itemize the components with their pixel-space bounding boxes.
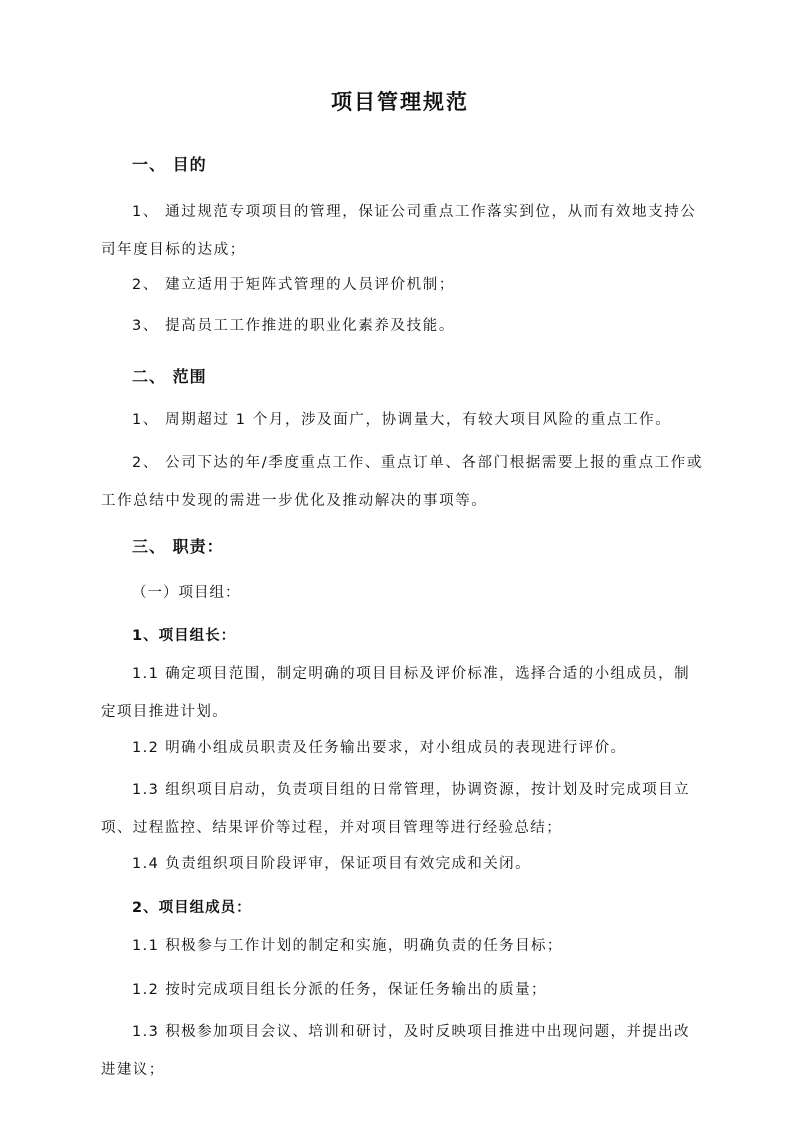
member-item-1-3: 1.3 积极参加项目会议、培训和研讨，及时反映项目推进中出现问题，并提出改进建议； bbox=[101, 1024, 690, 1078]
purpose-item-3: 3、 提高员工工作推进的职业化素养及技能。 bbox=[132, 318, 455, 334]
leader-label: 1、项目组长： bbox=[132, 628, 237, 644]
section-heading-scope: 二、 范围 bbox=[132, 367, 207, 386]
purpose-item-1: 1、 通过规范专项项目的管理，保证公司重点工作落实到位，从而有效地支持公司年度目标的达成； bbox=[101, 204, 697, 258]
group-label: （一）项目组： bbox=[132, 585, 241, 601]
member-label: 2、项目组成员： bbox=[132, 900, 252, 916]
purpose-item-2: 2、 建立适用于矩阵式管理的人员评价机制； bbox=[132, 277, 455, 293]
member-item-1-1: 1.1 积极参与工作计划的制定和实施，明确负责的任务目标； bbox=[132, 938, 563, 954]
scope-item-1: 1、 周期超过 1 个月，涉及面广，协调量大，有较大项目风险的重点工作。 bbox=[132, 412, 672, 428]
page-title: 项目管理规范 bbox=[331, 90, 469, 114]
member-item-1-2: 1.2 按时完成项目组长分派的任务，保证任务输出的质量； bbox=[132, 982, 547, 998]
leader-item-1-4: 1.4 负责组织项目阶段评审，保证项目有效完成和关闭。 bbox=[132, 856, 531, 872]
leader-item-1-1: 1.1 确定项目范围，制定明确的项目目标及评价标准，选择合适的小组成员，制定项目推进计划。 bbox=[101, 666, 690, 720]
section-heading-purpose: 一、 目的 bbox=[132, 155, 207, 174]
section-heading-duties: 三、 职责： bbox=[132, 537, 224, 556]
scope-item-2: 2、 公司下达的年/季度重点工作、重点订单、各部门根据需要上报的重点工作或工作总结中发现的需进一步优化及推动解决的事项等。 bbox=[101, 455, 703, 509]
leader-item-1-2: 1.2 明确小组成员职责及任务输出要求，对小组成员的表现进行评价。 bbox=[132, 740, 627, 756]
leader-item-1-3: 1.3 组织项目启动，负责项目组的日常管理，协调资源，按计划及时完成项目立项、过程监控、结果评价等过程，并对项目管理等进行经验总结； bbox=[101, 782, 690, 836]
